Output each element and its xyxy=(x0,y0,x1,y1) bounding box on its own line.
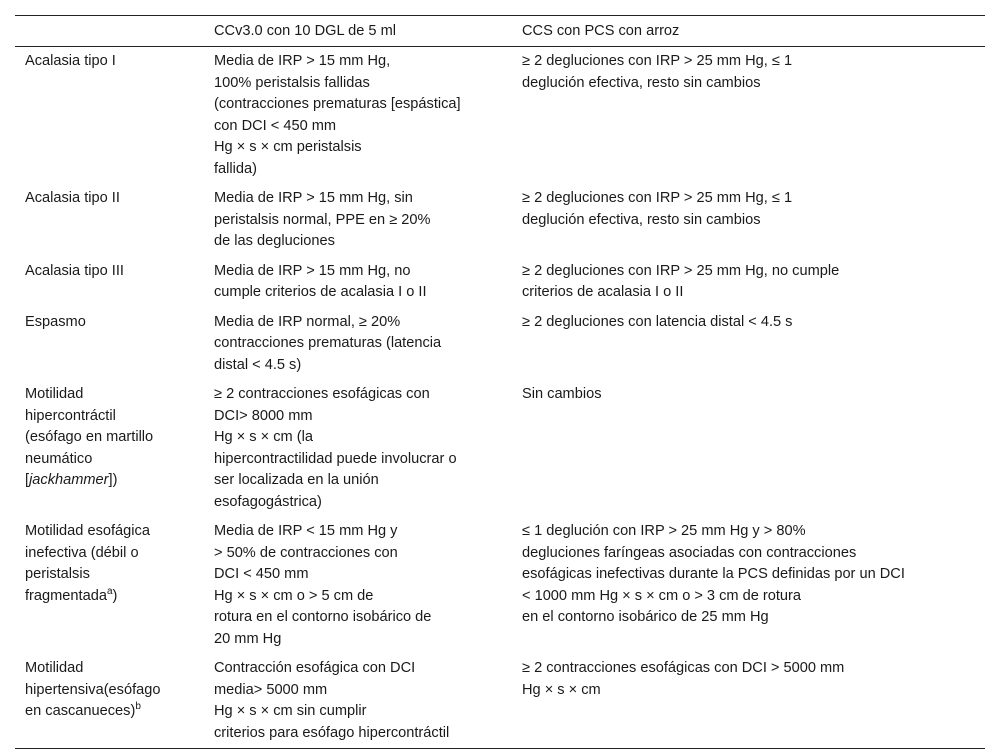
cclv3-criteria: Contracción esofágica con DCI media> 5000 mm Hg × s × cm sin cumplir criterios para esófago hipercontráctil xyxy=(214,660,450,741)
italic-term: jackhammer xyxy=(29,472,109,488)
header-col-2: CCv3.0 con 10 DGL de 5 ml xyxy=(214,23,396,39)
table-row xyxy=(15,654,985,749)
table-header-row xyxy=(15,16,985,47)
cclv3-criteria: Media de IRP normal, ≥ 20% contracciones prematuras (latencia distal < 4.5 s) xyxy=(214,313,442,373)
table-row xyxy=(15,184,985,257)
cclv3-criteria: Media de IRP > 15 mm Hg, 100% peristalsis fallidas (contracciones prematuras [espástica] con DCI < 450 mm Hg × s × cm peristalsis fallida) xyxy=(214,53,461,177)
row-label: Acalasia tipo II xyxy=(25,190,120,206)
row-label: Espasmo xyxy=(25,313,86,330)
table-row xyxy=(15,47,985,185)
ccs-criteria: Sin cambios xyxy=(522,386,602,402)
row-label: Motilidad hipercontráctil (esófago en martillo neumático [jackhammer]) xyxy=(25,386,154,488)
cclv3-criteria: Media de IRP > 15 mm Hg, no cumple criterios de acalasia I o II xyxy=(214,262,427,300)
ccs-criteria: ≤ 1 deglución con IRP > 25 mm Hg y > 80% degluciones faríngeas asociadas con contracciones esofágicas inefectivas durante la PCS definidas por un DCI < 1000 mm Hg × s × cm o > 3 cm de rotura en el contorno isobárico de 25 mm Hg xyxy=(522,523,905,625)
row-label: Acalasia tipo III xyxy=(25,262,124,279)
table-row xyxy=(15,257,985,308)
header-col-3: CCS con PCS con arroz xyxy=(522,23,680,39)
table-row xyxy=(15,517,985,654)
row-label: Motilidad esofágica inefectiva (débil o peristalsis fragmentada$^a$) xyxy=(25,523,150,604)
ccs-criteria: ≥ 2 contracciones esofágicas con DCI > 5000 mm Hg × s × cm xyxy=(522,660,845,698)
cclv3-criteria: Media de IRP < 15 mm Hg y > 50% de contracciones con DCI < 450 mm Hg × s × cm o > 5 cm de rotura en el contorno isobárico de 20 mm Hg xyxy=(214,523,432,647)
ccs-criteria: ≥ 2 degluciones con IRP > 25 mm Hg, no cumple criterios de acalasia I o II xyxy=(522,262,840,300)
ccs-criteria: ≥ 2 degluciones con IRP > 25 mm Hg, ≤ 1 deglución efectiva, resto sin cambios xyxy=(522,53,793,91)
cclv3-criteria: Media de IRP > 15 mm Hg, sin peristalsis normal, PPE en ≥ 20% de las degluciones xyxy=(214,190,431,249)
ccs-criteria: ≥ 2 degluciones con latencia distal < 4.5 s xyxy=(522,313,793,330)
header-col-1 xyxy=(15,16,204,47)
footnote-marker: a xyxy=(106,585,113,597)
footnote-marker: b xyxy=(135,701,141,713)
ccs-criteria: ≥ 2 degluciones con IRP > 25 mm Hg, ≤ 1 deglución efectiva, resto sin cambios xyxy=(522,190,793,228)
row-label: Motilidad hipertensiva(esófago en cascanueces)$^b$ xyxy=(25,660,161,719)
cclv3-criteria: ≥ 2 contracciones esofágicas con DCI> 8000 mm Hg × s × cm (la hipercontractilidad puede involucrar o ser localizada en la unión esofagogástrica) xyxy=(214,386,457,510)
table-row xyxy=(15,380,985,517)
table-row xyxy=(15,308,985,381)
row-label: Acalasia tipo I xyxy=(25,53,116,69)
motility-criteria-table xyxy=(15,15,985,749)
